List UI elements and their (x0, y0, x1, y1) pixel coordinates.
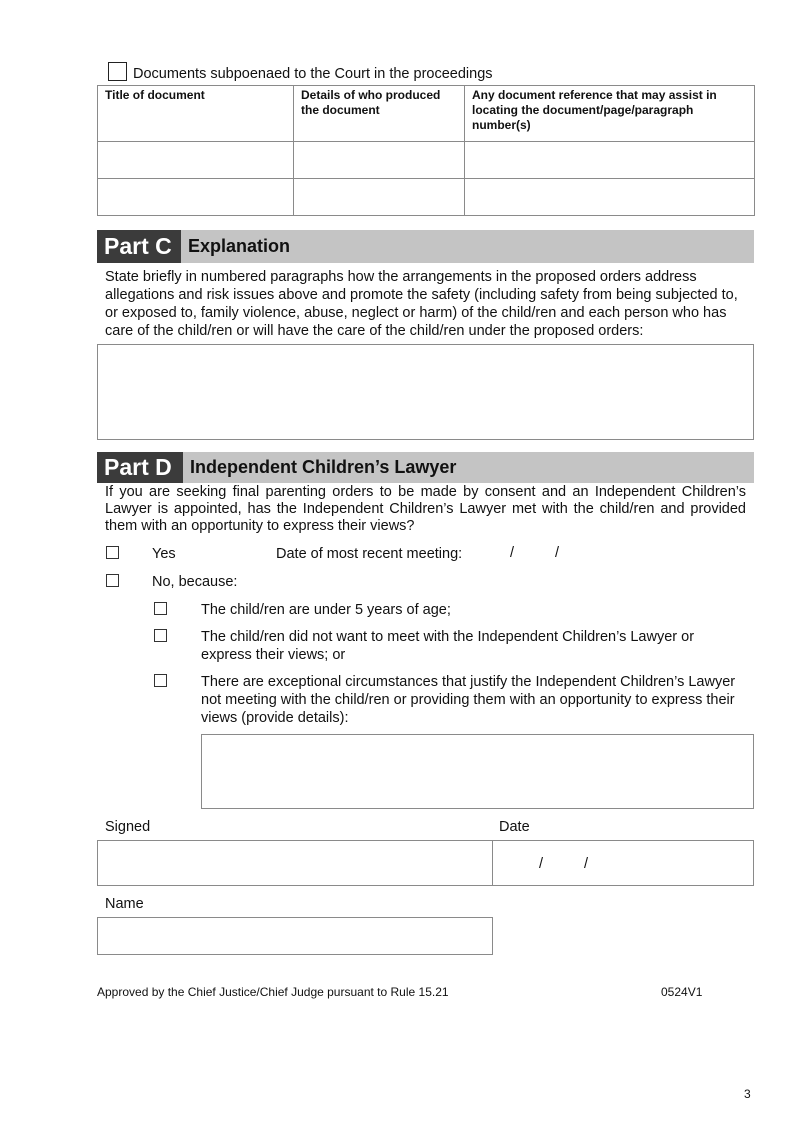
part-c-tag: Part C (97, 230, 181, 263)
column-header-reference: Any document reference that may assist in locating the document/page/paragraph number(s) (465, 86, 755, 142)
reference-cell[interactable] (465, 179, 755, 216)
reason-under-5-checkbox[interactable] (154, 602, 167, 615)
reason-exceptional-label: There are exceptional circumstances that justify the Independent Children’s Lawyer not meeting with the child/ren or providing them with an opportunity to express their views (provide details): (201, 674, 736, 726)
table-row (98, 179, 755, 216)
title-cell[interactable] (98, 179, 294, 216)
part-d-header (97, 452, 754, 483)
table-row (98, 142, 755, 179)
yes-label: Yes (152, 546, 176, 562)
no-checkbox[interactable] (106, 574, 119, 587)
no-label: No, because: (152, 574, 238, 590)
meeting-date-separator: / (555, 545, 560, 561)
signature-date-separator: / (584, 856, 589, 872)
page-number: 3 (744, 1087, 751, 1101)
approval-note: Approved by the Chief Justice/Chief Judge pursuant to Rule 15.21 (97, 985, 449, 999)
exceptional-details-field[interactable] (201, 734, 754, 809)
reason-exceptional-checkbox[interactable] (154, 674, 167, 687)
date-label: Date (499, 819, 530, 835)
table-header-row (98, 86, 755, 142)
name-label: Name (105, 896, 144, 912)
part-c-header (97, 230, 754, 263)
reason-under-5-label: The child/ren are under 5 years of age; (201, 602, 451, 618)
column-header-producer: Details of who produced the document (294, 86, 465, 142)
part-d-title: Independent Children’s Lawyer (190, 457, 457, 477)
meeting-date-label: Date of most recent meeting: (276, 546, 463, 562)
reason-did-not-want-checkbox[interactable] (154, 629, 167, 642)
signature-date-field[interactable] (492, 840, 754, 886)
explanation-field[interactable] (97, 344, 754, 440)
form-code: 0524V1 (661, 985, 703, 999)
yes-checkbox[interactable] (106, 546, 119, 559)
reference-cell[interactable] (465, 142, 755, 179)
signature-field[interactable] (97, 840, 493, 886)
part-c-instruction: State briefly in numbered paragraphs how the arrangements in the proposed orders address allegations and risk issues above and promote the safety (including safety from being subjected to, or exposed to, family violence, abuse, neglect or harm) of the child/ren and each person who has care of the child/ren or will have the care of the child/ren under the proposed orders: (105, 269, 738, 339)
part-d-question: If you are seeking final parenting orders to be made by consent and an Independent Children’s Lawyer is appointed, has the Independent Children’s Lawyer met with the child/ren and provided them with an opportunity to express their views? (105, 484, 746, 534)
subpoenaed-documents-table (97, 85, 755, 216)
column-header-title: Title of document (98, 86, 294, 142)
part-c-title: Explanation (188, 236, 291, 256)
part-d-tag: Part D (97, 452, 183, 483)
documents-subpoenaed-checkbox[interactable] (108, 62, 127, 81)
documents-subpoenaed-label: Documents subpoenaed to the Court in the proceedings (133, 66, 493, 82)
reason-did-not-want-label: The child/ren did not want to meet with the Independent Children’s Lawyer or express their views; or (201, 629, 695, 663)
signed-label: Signed (105, 819, 151, 835)
meeting-date-separator: / (510, 545, 515, 561)
producer-cell[interactable] (294, 142, 465, 179)
name-field[interactable] (97, 917, 493, 955)
producer-cell[interactable] (294, 179, 465, 216)
title-cell[interactable] (98, 142, 294, 179)
signature-date-separator: / (539, 856, 544, 872)
